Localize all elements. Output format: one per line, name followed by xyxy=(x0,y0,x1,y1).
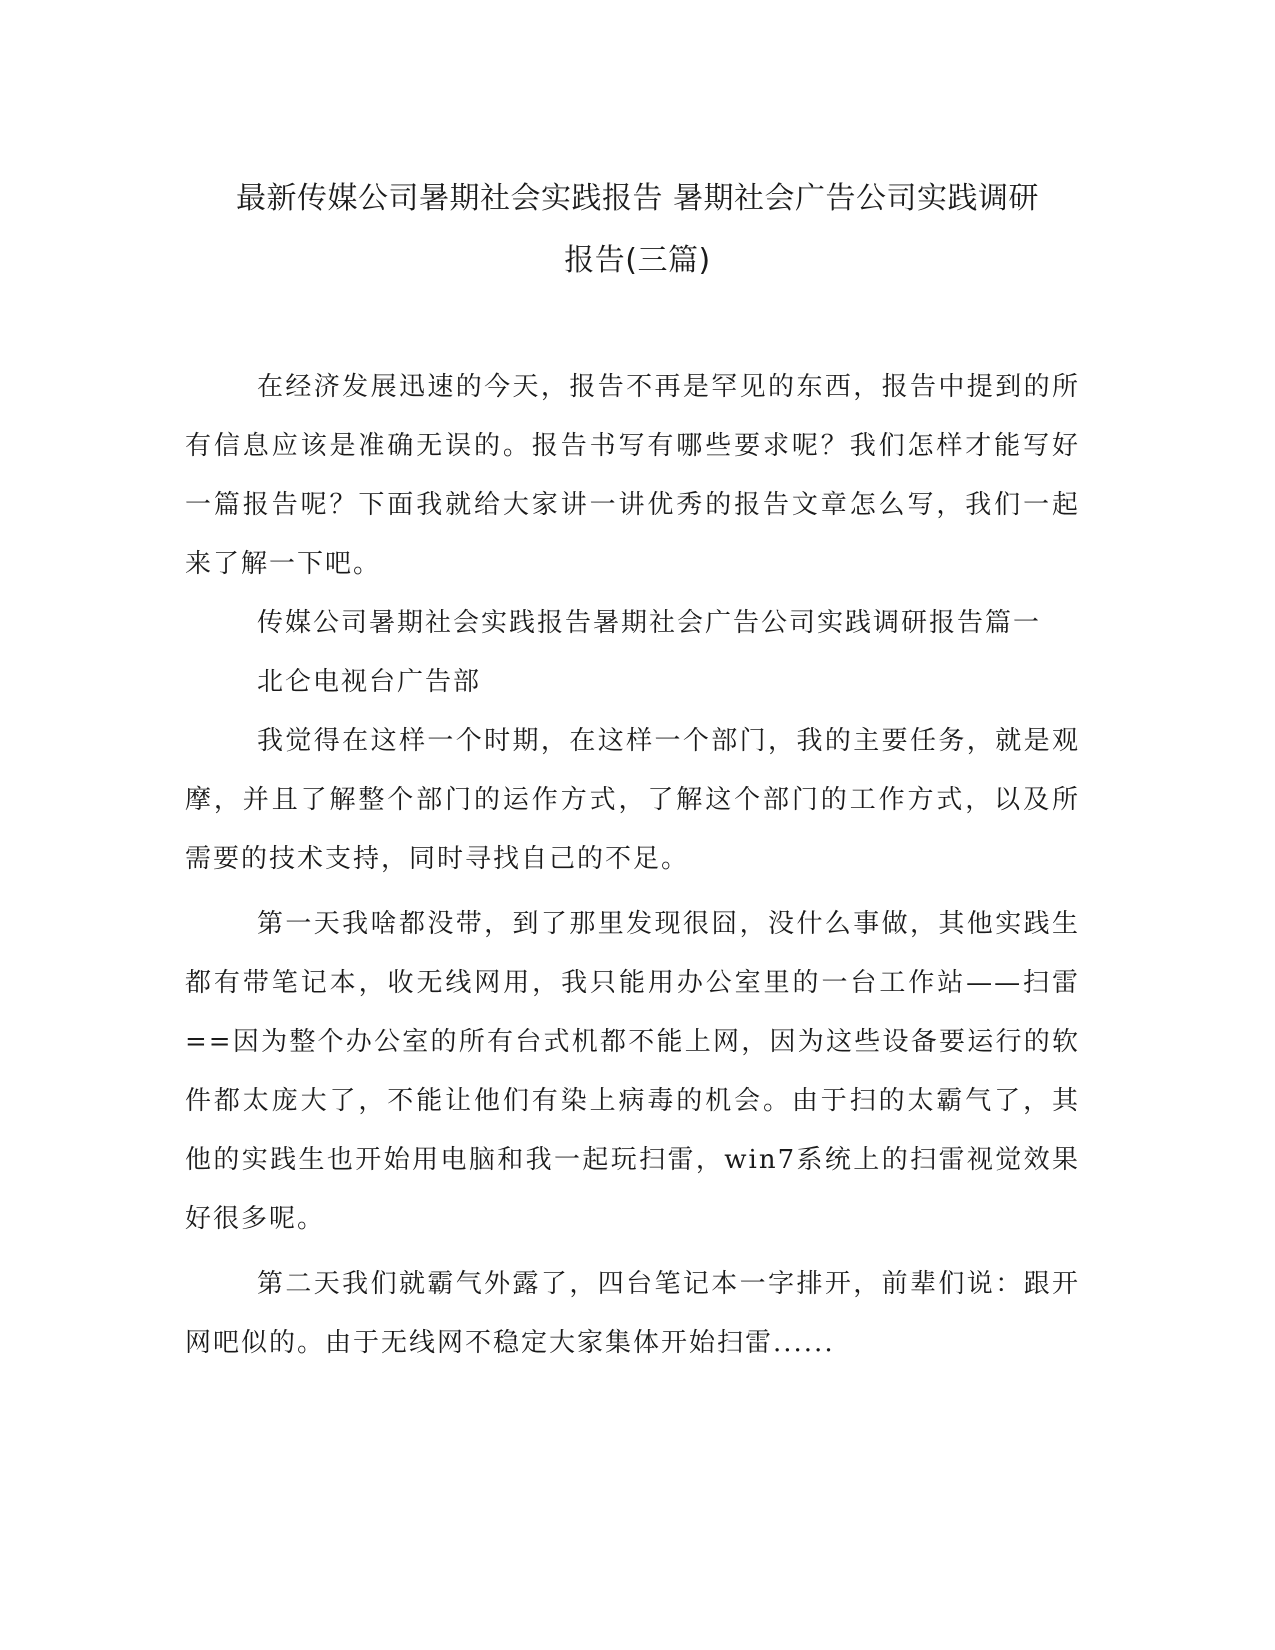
paragraph-department: 北仑电视台广告部 xyxy=(257,667,482,697)
paragraph-section-heading: 传媒公司暑期社会实践报告暑期社会广告公司实践调研报告篇一 xyxy=(257,608,1042,638)
paragraph-task: 我觉得在这样一个时期，在这样一个部门，我的主要任务，就是观摩，并且了解整个部门的运作方式，了解这个部门的工作方式，以及所需要的技术支持，同时寻找自己的不足。 xyxy=(185,726,1080,874)
document-body xyxy=(185,358,1080,1373)
paragraph-day-two: 第二天我们就霸气外露了，四台笔记本一字排开，前辈们说：跟开网吧似的。由于无线网不稳定大家集体开始扫雷...... xyxy=(185,1269,1080,1358)
document-title xyxy=(180,168,1095,292)
paragraph-day-one: 第一天我啥都没带，到了那里发现很囧，没什么事做，其他实践生都有带笔记本，收无线网用，我只能用办公室里的一台工作站——扫雷==因为整个办公室的所有台式机都不能上网，因为这些设备要运行的软件都太庞大了，不能让他们有染上病毒的机会。由于扫的太霸气了，其他的实践生也开始用电脑和我一起玩扫雷，win7系统上的扫雷视觉效果好很多呢。 xyxy=(185,909,1080,1234)
paragraph-intro: 在经济发展迅速的今天，报告不再是罕见的东西，报告中提到的所有信息应该是准确无误的。报告书写有哪些要求呢？我们怎样才能写好一篇报告呢？下面我就给大家讲一讲优秀的报告文章怎么写，我们一起来了解一下吧。 xyxy=(185,372,1080,579)
title-line-1: 最新传媒公司暑期社会实践报告 暑期社会广告公司实践调研 xyxy=(235,181,1040,216)
title-line-2: 报告(三篇) xyxy=(564,243,711,278)
